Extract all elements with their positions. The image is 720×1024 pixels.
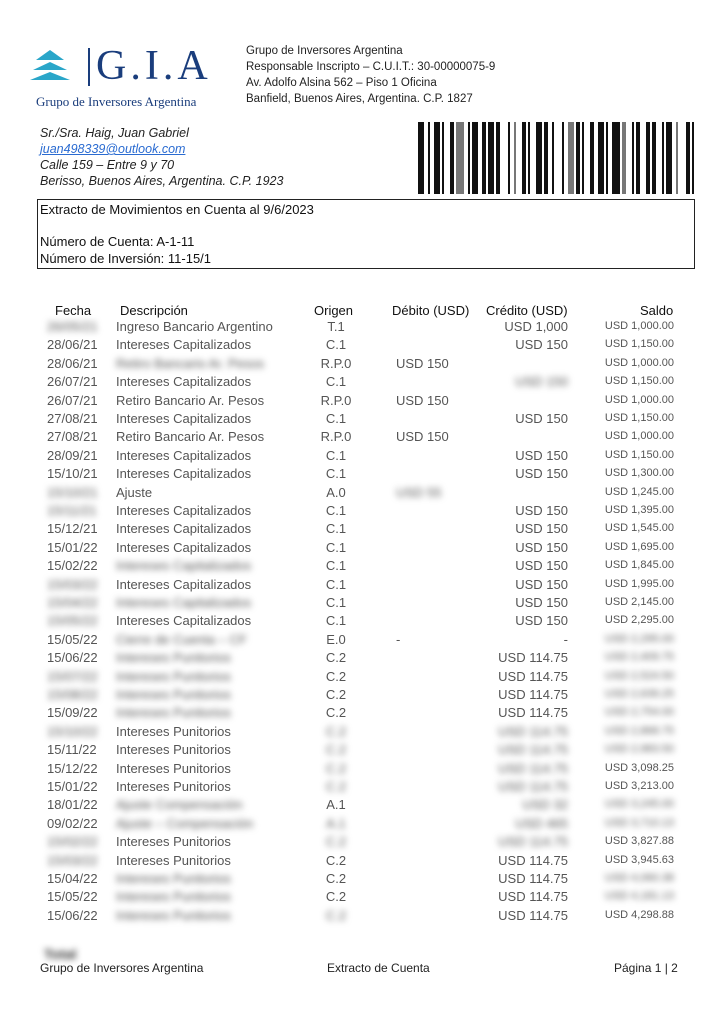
row-balance: USD 4,298.88 [604, 908, 674, 921]
row-origin: C.2 [325, 760, 347, 776]
row-credit: USD 114.75 [498, 687, 568, 702]
row-balance: USD 1,000.00 [604, 430, 674, 443]
row-description: Intereses Punitorios [116, 834, 231, 850]
row-description: Ajuste – Compensación [116, 815, 254, 831]
row-description: Intereses Capitalizados [116, 466, 252, 482]
barcode-bar [468, 122, 470, 194]
account-number: Número de Cuenta: A-1-11 [40, 234, 195, 249]
investment-number: Número de Inversión: 11-15/1 [40, 251, 212, 266]
row-date: 15/02/22 [47, 558, 98, 574]
barcode-bar [442, 122, 444, 194]
row-date: 15/12/22 [47, 760, 98, 776]
row-debit: USD 150 [396, 392, 449, 408]
barcode-bar [418, 122, 424, 194]
barcode-bar [692, 122, 694, 194]
row-balance: USD 2,145.00 [604, 596, 674, 608]
row-description: Intereses Capitalizados [116, 539, 252, 555]
row-credit: - [563, 631, 568, 647]
row-balance: USD 3,213.00 [604, 780, 674, 792]
row-description: Intereses Punitorios [116, 907, 231, 923]
barcode-bar [666, 122, 672, 194]
row-origin: C.2 [325, 705, 347, 721]
row-balance: USD 2,409.75 [604, 651, 674, 664]
row-date: 15/05/22 [47, 889, 98, 905]
header-date: Fecha [55, 303, 92, 318]
table-row [0, 871, 720, 889]
row-credit: USD 114.75 [498, 723, 568, 739]
row-origin: C.2 [325, 742, 347, 758]
row-date: 15/10/21 [47, 466, 98, 482]
footer-page-number: Página 1 | 2 [614, 961, 678, 975]
row-credit: USD 150 [515, 576, 568, 592]
row-description: Intereses Punitorios [116, 723, 231, 739]
row-description: Intereses Punitorios [116, 889, 231, 905]
barcode-bar [606, 122, 608, 194]
row-balance: USD 1,845.00 [604, 559, 674, 572]
row-date: 15/12/21 [47, 521, 98, 537]
row-date: 28/06/21 [47, 337, 98, 353]
row-description: Intereses Punitorios [116, 871, 231, 886]
table-row [0, 889, 720, 907]
row-origin: C.1 [325, 337, 347, 353]
row-balance: USD 4,060.38 [604, 872, 674, 884]
row-origin: C.1 [325, 595, 347, 610]
row-credit: USD 150 [515, 447, 568, 463]
header-debit: Débito (USD) [392, 303, 470, 318]
table-row [0, 374, 720, 392]
footer-total-mark: Total [44, 946, 77, 962]
row-origin: C.2 [325, 871, 347, 886]
row-description: Intereses Punitorios [116, 779, 231, 794]
row-date: 15/01/22 [47, 539, 98, 555]
row-credit: USD 150 [515, 374, 568, 390]
row-balance: USD 1,995.00 [604, 577, 674, 590]
row-date: 26/07/21 [47, 392, 98, 408]
row-description: Retiro Bancario Ar. Pesos [116, 392, 265, 408]
row-balance: USD 1,150.00 [604, 448, 674, 461]
barcode-bar [496, 122, 500, 194]
row-origin: C.1 [325, 466, 347, 482]
row-balance: USD 1,695.00 [604, 540, 674, 553]
table-row [0, 816, 720, 834]
row-date: 15/10/21 [47, 484, 98, 500]
statement-title: Extracto de Movimientos en Cuenta al 9/6/2023 [40, 202, 314, 217]
barcode-bar [632, 122, 634, 194]
table-row [0, 411, 720, 429]
barcode-bar [612, 122, 620, 194]
footer-doc-title: Extracto de Cuenta [327, 961, 430, 975]
table-row [0, 797, 720, 815]
row-balance: USD 2,868.75 [604, 724, 674, 737]
row-credit: USD 1,000 [504, 319, 568, 334]
row-origin: C.1 [325, 503, 347, 518]
table-row [0, 853, 720, 871]
row-credit: USD 150 [515, 539, 568, 555]
row-origin: A.1 [326, 815, 346, 831]
row-description: Retiro Bancario Ar. Pesos [116, 429, 265, 445]
table-row [0, 448, 720, 466]
row-date: 15/02/22 [47, 834, 98, 850]
row-description: Intereses Punitorios [116, 705, 231, 721]
row-date: 27/08/21 [47, 429, 98, 445]
row-description: Ajuste [116, 484, 153, 500]
row-description: Intereses Capitalizados [116, 503, 252, 518]
logo-subtitle: Grupo de Inversores Argentina [36, 94, 197, 109]
page-footer [0, 961, 720, 979]
row-description: Intereses Capitalizados [116, 374, 252, 390]
barcode [418, 122, 696, 194]
barcode-bar [450, 122, 454, 194]
row-date: 15/07/22 [47, 668, 98, 684]
row-date: 15/03/22 [47, 576, 98, 592]
barcode-bar [508, 122, 510, 194]
row-origin: T.1 [327, 319, 345, 334]
barcode-bar [434, 122, 440, 194]
row-description: Intereses Punitorios [116, 687, 231, 702]
row-balance: USD 2,639.25 [604, 688, 674, 700]
statement-header-box [37, 199, 695, 269]
row-date: 15/05/22 [47, 631, 98, 647]
company-logo [36, 44, 246, 114]
company-name: Grupo de Inversores Argentina [246, 45, 403, 57]
row-origin: C.1 [325, 576, 347, 592]
barcode-bar [646, 122, 650, 194]
row-origin: C.2 [325, 723, 347, 739]
row-description: Intereses Capitalizados [116, 447, 252, 463]
row-balance: USD 1,150.00 [604, 412, 674, 424]
barcode-bar [482, 122, 486, 194]
row-balance: USD 1,150.00 [604, 375, 674, 388]
row-origin: C.1 [325, 539, 347, 555]
row-date: 26/07/21 [47, 374, 98, 390]
barcode-bar [522, 122, 526, 194]
client-info [40, 125, 283, 189]
row-credit: USD 32 [522, 797, 568, 813]
row-origin: C.1 [325, 558, 347, 574]
client-email[interactable]: juan498339@outlook.com [40, 142, 186, 156]
row-credit: USD 114.75 [498, 742, 568, 758]
row-balance: USD 1,245.00 [604, 485, 674, 498]
row-balance: USD 1,395.00 [604, 504, 674, 516]
row-description: Intereses Capitalizados [116, 613, 252, 629]
row-debit: USD 55 [396, 484, 442, 500]
row-credit: USD 114.75 [498, 907, 568, 923]
row-date: 28/06/21 [47, 355, 98, 371]
row-date: 28/09/21 [47, 447, 98, 463]
logo-triangle-low [30, 72, 70, 80]
table-row [0, 521, 720, 539]
row-origin: A.0 [326, 484, 346, 500]
table-row [0, 632, 720, 650]
row-date: 15/10/22 [47, 723, 98, 739]
row-description: Cierre de Cuenta – CF [116, 631, 247, 647]
barcode-bar [662, 122, 664, 194]
barcode-bar [456, 122, 464, 194]
row-origin: R.P.0 [320, 429, 352, 445]
barcode-bar [428, 122, 430, 194]
barcode-bar [552, 122, 554, 194]
table-row [0, 908, 720, 926]
barcode-bar [622, 122, 626, 194]
row-balance: USD 2,524.50 [604, 669, 674, 682]
row-origin: C.1 [325, 447, 347, 463]
row-credit: USD 114.75 [498, 889, 568, 905]
row-debit: USD 150 [396, 355, 449, 371]
row-credit: USD 465 [515, 815, 568, 831]
row-origin: C.2 [325, 907, 347, 923]
row-date: 15/06/22 [47, 650, 98, 666]
row-balance: USD 3,710.13 [604, 816, 674, 829]
row-balance: USD 3,827.88 [604, 835, 674, 848]
barcode-bar [686, 122, 690, 194]
barcode-bar [488, 122, 494, 194]
row-date: 15/04/22 [47, 871, 98, 886]
row-date: 15/11/22 [47, 742, 97, 758]
row-origin: C.1 [325, 411, 347, 426]
row-credit: USD 114.75 [498, 779, 568, 794]
row-credit: USD 114.75 [498, 650, 568, 666]
table-row [0, 577, 720, 595]
row-credit: USD 114.75 [498, 760, 568, 776]
row-balance: USD 1,545.00 [604, 522, 674, 535]
row-balance: USD 2,295.00 [604, 614, 674, 627]
row-origin: R.P.0 [320, 355, 352, 371]
row-date: 15/03/22 [47, 852, 98, 868]
header-credit: Crédito (USD) [486, 303, 568, 318]
row-credit: USD 150 [515, 613, 568, 629]
row-credit: USD 150 [515, 411, 568, 426]
header-origin: Origen [314, 303, 354, 318]
row-balance: USD 1,000.00 [604, 320, 674, 332]
row-description: Ingreso Bancario Argentino [116, 319, 273, 334]
table-row [0, 705, 720, 723]
row-credit: USD 114.75 [498, 834, 568, 850]
table-row [0, 485, 720, 503]
table-row [0, 742, 720, 760]
row-balance: USD 2,754.00 [604, 706, 674, 719]
row-balance: USD 3,945.63 [604, 853, 674, 866]
row-description: Intereses Punitorios [116, 742, 231, 758]
footer-company: Grupo de Inversores Argentina [40, 961, 204, 975]
table-row [0, 761, 720, 779]
table-row [0, 613, 720, 631]
row-balance: USD 3,098.25 [604, 761, 674, 774]
row-description: Intereses Capitalizados [116, 411, 252, 426]
row-date: 27/08/21 [47, 411, 98, 426]
row-balance: USD 2,295.00 [604, 632, 674, 645]
row-credit: USD 150 [515, 595, 568, 610]
row-description: Intereses Capitalizados [116, 576, 252, 592]
table-row [0, 779, 720, 797]
row-credit: USD 150 [515, 503, 568, 518]
row-credit: USD 150 [515, 558, 568, 574]
row-date: 26/05/21 [47, 319, 98, 334]
row-date: 15/06/22 [47, 907, 98, 923]
barcode-bar [636, 122, 640, 194]
client-address: Calle 159 – Entre 9 y 70 [40, 158, 175, 172]
row-description: Intereses Punitorios [116, 668, 231, 684]
row-date: 15/05/22 [47, 613, 98, 629]
row-description: Intereses Capitalizados [116, 521, 252, 537]
barcode-bar [514, 122, 516, 194]
row-credit: USD 150 [515, 466, 568, 482]
table-row [0, 319, 720, 337]
client-name: Sr./Sra. Haig, Juan Gabriel [40, 126, 189, 140]
row-origin: C.1 [325, 374, 347, 390]
logo-letters: G.I.A [96, 43, 212, 89]
row-balance: USD 1,000.00 [604, 356, 674, 369]
table-row [0, 540, 720, 558]
row-date: 15/01/22 [47, 779, 98, 794]
row-date: 15/09/22 [47, 705, 98, 721]
row-credit: USD 150 [515, 521, 568, 537]
logo-triangle-top [36, 50, 64, 60]
row-balance: USD 1,300.00 [604, 467, 674, 480]
row-origin: C.2 [325, 668, 347, 684]
logo-divider [88, 48, 90, 86]
row-description: Retiro Bancario Ar. Pesos [116, 355, 265, 371]
barcode-bar [562, 122, 564, 194]
row-date: 09/02/22 [47, 815, 98, 831]
barcode-bar [676, 122, 678, 194]
header-description: Descripción [120, 303, 188, 318]
row-description: Intereses Capitalizados [116, 595, 252, 610]
barcode-bar [598, 122, 604, 194]
barcode-bar [536, 122, 542, 194]
row-origin: C.2 [325, 779, 347, 794]
table-row [0, 669, 720, 687]
row-date: 15/08/22 [47, 687, 98, 702]
row-date: 18/01/22 [47, 797, 98, 813]
row-balance: USD 1,000.00 [604, 393, 674, 406]
client-city: Berisso, Buenos Aires, Argentina. C.P. 1923 [40, 174, 284, 188]
row-balance: USD 3,245.00 [604, 798, 674, 811]
table-row [0, 595, 720, 613]
row-description: Intereses Punitorios [116, 760, 231, 776]
row-description: Intereses Capitalizados [116, 558, 252, 574]
table-row [0, 356, 720, 374]
table-row [0, 687, 720, 705]
barcode-bar [590, 122, 594, 194]
row-credit: USD 114.75 [498, 852, 568, 868]
table-row [0, 558, 720, 576]
barcode-bar [652, 122, 656, 194]
row-credit: USD 150 [515, 337, 568, 353]
barcode-bar [582, 122, 584, 194]
company-tax-id: Responsable Inscripto – C.U.I.T.: 30-00000075-9 [246, 61, 496, 73]
table-row [0, 503, 720, 521]
barcode-bar [544, 122, 548, 194]
company-info [246, 43, 495, 107]
row-credit: USD 114.75 [498, 871, 568, 886]
table-row [0, 834, 720, 852]
row-balance: USD 2,983.50 [604, 743, 674, 756]
table-row [0, 650, 720, 668]
row-description: Intereses Punitorios [116, 650, 231, 666]
row-debit: USD 150 [396, 429, 449, 445]
row-balance: USD 4,181.13 [604, 890, 674, 903]
row-balance: USD 1,150.00 [604, 338, 674, 351]
row-credit: USD 114.75 [498, 705, 568, 721]
row-description: Ajuste Compensación [116, 797, 243, 813]
row-description: Intereses Capitalizados [116, 337, 252, 353]
row-date: 15/04/22 [47, 595, 98, 610]
header-balance: Saldo [640, 303, 674, 318]
row-origin: C.2 [325, 650, 347, 666]
row-origin: C.2 [325, 852, 347, 868]
row-date: 15/11/21 [47, 503, 97, 518]
table-row [0, 337, 720, 355]
row-origin: A.1 [326, 797, 346, 813]
logo-triangle-mid [33, 62, 67, 70]
barcode-bar [528, 122, 530, 194]
barcode-bar [576, 122, 580, 194]
table-row [0, 393, 720, 411]
row-description: Intereses Punitorios [116, 852, 231, 868]
barcode-bar [472, 122, 478, 194]
barcode-bar [568, 122, 574, 194]
row-origin: C.1 [325, 521, 347, 537]
company-address: Av. Adolfo Alsina 562 – Piso 1 Oficina [246, 77, 437, 89]
row-origin: C.2 [325, 687, 347, 702]
row-origin: E.0 [326, 631, 346, 647]
table-row [0, 724, 720, 742]
table-row [0, 429, 720, 447]
row-origin: C.1 [325, 613, 347, 629]
row-debit: - [396, 631, 401, 647]
row-credit: USD 114.75 [498, 668, 568, 684]
row-origin: C.2 [325, 889, 347, 905]
company-city: Banfield, Buenos Aires, Argentina. C.P. 1827 [246, 93, 473, 105]
row-origin: R.P.0 [320, 392, 352, 408]
table-row [0, 466, 720, 484]
row-origin: C.2 [325, 834, 347, 850]
